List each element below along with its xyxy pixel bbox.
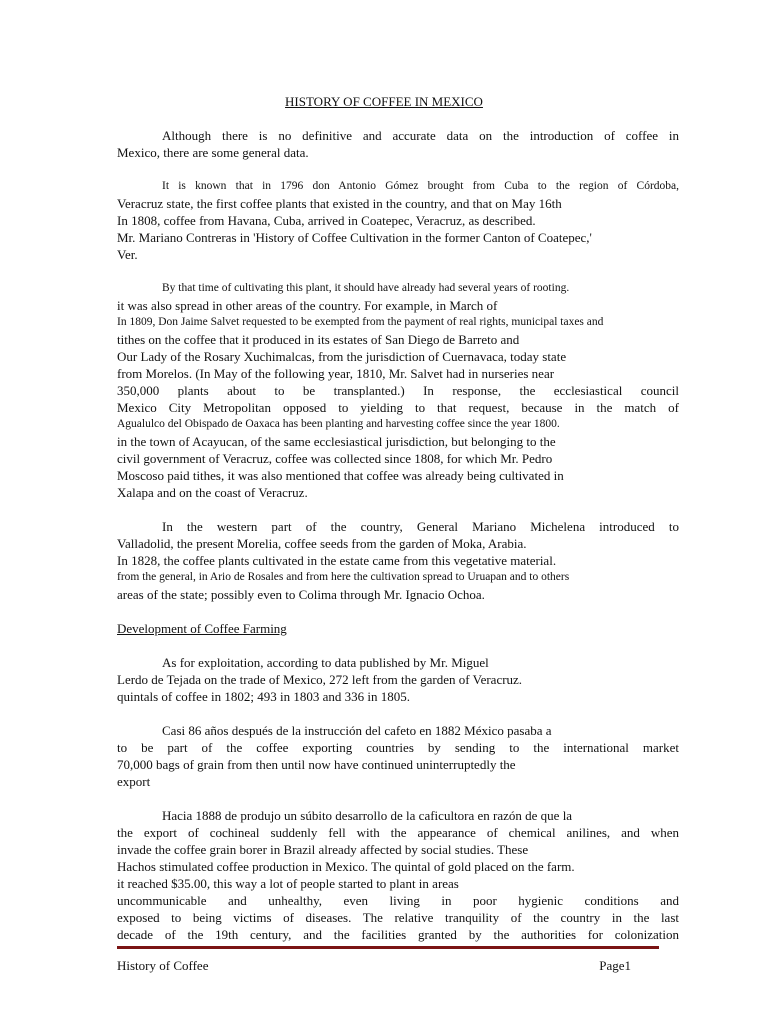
text-line: it was also spread in other areas of the country. For example, in March of xyxy=(117,298,498,313)
document-body xyxy=(117,127,679,943)
text-line: from Morelos. (In May of the following year, 1810, Mr. Salvet had in nurseries near xyxy=(117,366,555,381)
text-line: exposed to being victims of diseases. The relative tranquility of the country in the last xyxy=(117,910,679,925)
text-line: In the western part of the country, General Mariano Michelena introduced to xyxy=(162,519,679,534)
paragraph xyxy=(117,654,679,705)
text-line: quintals of coffee in 1802; 493 in 1803 and 336 in 1805. xyxy=(117,689,410,704)
text-line: As for exploitation, according to data published by Mr. Miguel xyxy=(162,655,489,670)
text-line: Veracruz state, the first coffee plants that existed in the country, and that on May 16th xyxy=(117,196,562,211)
paragraph xyxy=(117,127,679,161)
text-line: Valladolid, the present Morelia, coffee seeds from the garden of Moka, Arabia. xyxy=(117,536,527,551)
footer-divider xyxy=(117,946,659,949)
text-line: Mexico, there are some general data. xyxy=(117,145,309,160)
paragraph xyxy=(117,178,679,263)
text-line: Although there is no definitive and accurate data on the introduction of coffee in xyxy=(162,128,679,143)
text-line: to be part of the coffee exporting countries by sending to the international market xyxy=(117,740,679,755)
text-line: civil government of Veracruz, coffee was collected since 1808, for which Mr. Pedro xyxy=(117,451,553,466)
paragraph xyxy=(117,807,679,943)
text-line: decade of the 19th century, and the facilities granted by the authorities for colonization xyxy=(117,927,679,942)
text-line: Our Lady of the Rosary Xuchimalcas, from the jurisdiction of Cuernavaca, today state xyxy=(117,349,567,364)
text-line: 350,000 plants about to be transplanted.) In response, the ecclesiastical council xyxy=(117,383,679,398)
text-line: it reached $35.00, this way a lot of people started to plant in areas xyxy=(117,876,459,891)
footer-title: History of Coffee xyxy=(117,958,209,973)
text-line: invade the coffee grain borer in Brazil already affected by social studies. These xyxy=(117,842,529,857)
text-line: Agualulco del Obispado de Oaxaca has been planting and harvesting coffee since the year 1800. xyxy=(117,418,560,430)
text-line: Xalapa and on the coast of Veracruz. xyxy=(117,485,308,500)
section-heading-text: Development of Coffee Farming xyxy=(117,621,287,636)
text-line: areas of the state; possibly even to Colima through Mr. Ignacio Ochoa. xyxy=(117,587,485,602)
text-line: from the general, in Ario de Rosales and from here the cultivation spread to Uruapan and to others xyxy=(117,571,570,583)
paragraph xyxy=(117,722,679,790)
text-line: Casi 86 años después de la instrucción del cafeto en 1882 México pasaba a xyxy=(162,723,552,738)
text-line: Lerdo de Tejada on the trade of Mexico, 272 left from the garden of Veracruz. xyxy=(117,672,523,687)
document-title: HISTORY OF COFFEE IN MEXICO xyxy=(285,94,483,109)
text-line: the export of cochineal suddenly fell with the appearance of chemical anilines, and when xyxy=(117,825,679,840)
text-line: tithes on the coffee that it produced in its estates of San Diego de Barreto and xyxy=(117,332,520,347)
text-line: in the town of Acayucan, of the same ecclesiastical jurisdiction, but belonging to the xyxy=(117,434,556,449)
text-line: Moscoso paid tithes, it was also mentioned that coffee was already being cultivated in xyxy=(117,468,564,483)
section-heading xyxy=(117,620,679,637)
page-number: Page1 xyxy=(599,958,631,973)
text-line: Mexico City Metropolitan opposed to yielding to that request, because in the match of xyxy=(117,400,679,415)
paragraph xyxy=(117,280,679,501)
text-line: It is known that in 1796 don Antonio Gómez brought from Cuba to the region of Córdoba, xyxy=(162,180,679,192)
text-line: In 1828, the coffee plants cultivated in the estate came from this vegetative material. xyxy=(117,553,557,568)
text-line: 70,000 bags of grain from then until now have continued uninterruptedly the xyxy=(117,757,516,772)
text-line: Ver. xyxy=(117,247,138,262)
text-line: In 1808, coffee from Havana, Cuba, arrived in Coatepec, Veracruz, as described. xyxy=(117,213,536,228)
paragraph xyxy=(117,518,679,603)
text-line: By that time of cultivating this plant, it should have already had several years of rooting. xyxy=(162,282,570,294)
text-line: In 1809, Don Jaime Salvet requested to be exempted from the payment of real rights, municipal taxes and xyxy=(117,316,604,328)
text-line: uncommunicable and unhealthy, even living in poor hygienic conditions and xyxy=(117,893,679,908)
text-line: Hachos stimulated coffee production in Mexico. The quintal of gold placed on the farm. xyxy=(117,859,575,874)
text-line: export xyxy=(117,774,151,789)
text-line: Mr. Mariano Contreras in 'History of Coffee Cultivation in the former Canton of Coatepec,' xyxy=(117,230,592,245)
page-footer xyxy=(117,957,631,974)
text-line: Hacia 1888 de produjo un súbito desarrollo de la caficultora en razón de que la xyxy=(162,808,573,823)
